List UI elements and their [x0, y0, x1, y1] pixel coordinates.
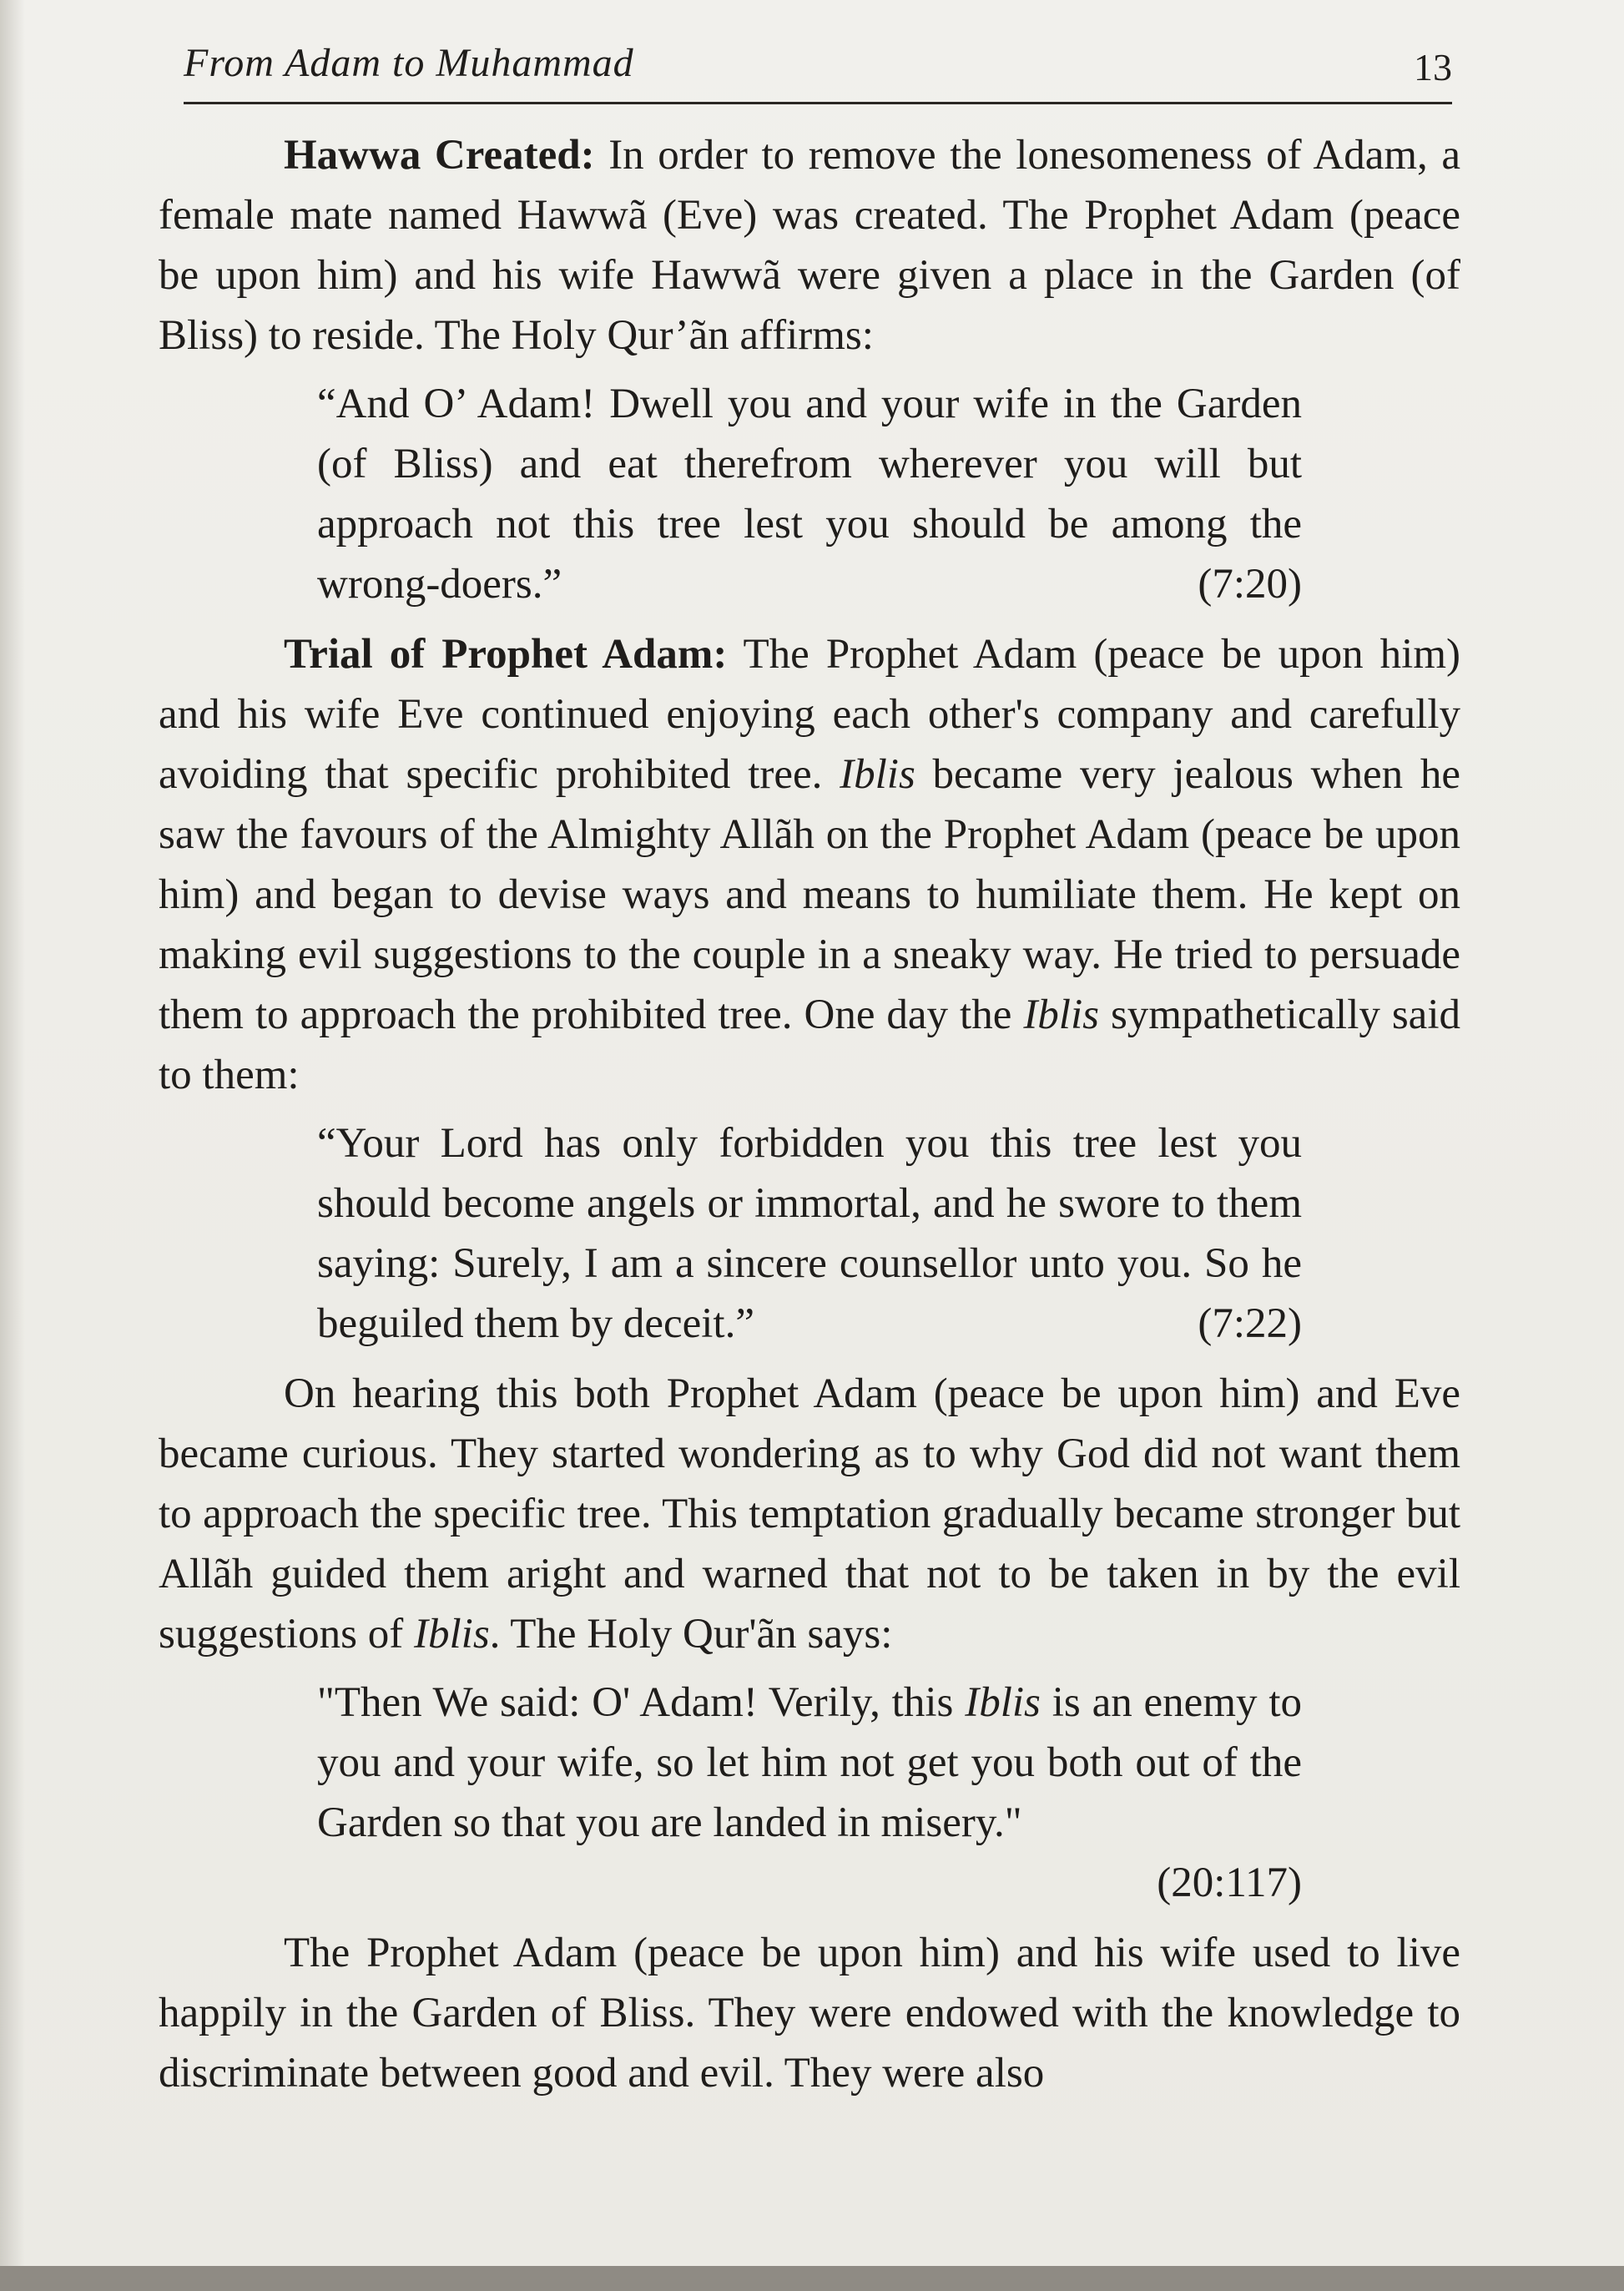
quran-quote [317, 1113, 1302, 1354]
paragraph-text: In order to remove the lonesomeness of Adam, a female mate named Hawwã (Eve) was created. The Prophet Adam (peace be upon him) and his wife Hawwã were given a place in the Garden (of Bliss) to reside. The Holy Qur’ãn affirms: [159, 132, 1461, 359]
quote-text: “And O’ Adam! Dwell you and your wife in the Garden (of Bliss) and eat therefrom wherever you will but approach not this tree lest you should be among the wrong-doers.” [317, 381, 1302, 608]
paragraph-text: . The Holy Qur'ãn says: [489, 1611, 893, 1658]
italic-term: Iblis [965, 1679, 1041, 1726]
paragraph-garden [159, 1923, 1460, 2103]
italic-term: Iblis [1023, 992, 1099, 1038]
italic-term: Iblis [840, 751, 915, 798]
verse-reference: (20:117) [1157, 1860, 1302, 1906]
quote-text: "Then We said: O' Adam! Verily, this [317, 1679, 966, 1726]
paragraph-text: became very jealous when he saw the favours of the Almighty Allãh on the Prophet Adam (peace be upon him) and began to devise ways and means to humiliate them. He kept on making evil suggestions to the couple in a sneaky way. He tried to persuade them to approach the prohibited tree. One day the [159, 751, 1460, 1038]
verse-reference: (7:20) [1198, 561, 1302, 608]
paragraph-text: On hearing this both Prophet Adam (peace be upon him) and Eve became curious. They started wondering as to why God did not want them to approach the specific tree. This temptation gradually became stronger but Allãh guided them aright and warned that not to be taken in by the evil suggestions of [159, 1370, 1460, 1658]
italic-term: Iblis [414, 1611, 490, 1658]
quran-quote [317, 374, 1302, 614]
page-body [159, 125, 1460, 2112]
paragraph-text: sympathetically said to them: [159, 992, 1460, 1098]
quran-quote [317, 1673, 1302, 1913]
section-heading: Hawwa Created: [284, 132, 595, 179]
quote-text: is an enemy to you and your wife, so let him not get you both out of the Garden so that you are landed in misery." [317, 1679, 1302, 1846]
quote-text: “Your Lord has only forbidden you this tree lest you should become angels or immortal, and he swore to them saying: Surely, I am a sincere counsellor unto you. So he beguiled them by deceit.” [317, 1120, 1302, 1347]
book-title: From Adam to Muhammad [184, 41, 634, 85]
paragraph-trial [159, 624, 1460, 1105]
paragraph-hawwa-created [159, 125, 1460, 366]
page-edge-shadow [0, 0, 25, 2291]
page-bottom-edge [0, 2266, 1624, 2291]
verse-reference: (7:22) [1198, 1300, 1302, 1347]
paragraph-curious [159, 1364, 1460, 1664]
running-header [184, 40, 1452, 107]
header-rule [184, 102, 1452, 104]
page-number: 13 [1414, 46, 1452, 88]
paragraph-text: The Prophet Adam (peace be upon him) and his wife Eve continued enjoying each other's company and carefully avoiding that specific prohibited tree. [159, 631, 1460, 798]
section-heading: Trial of Prophet Adam: [284, 631, 728, 678]
paragraph-text: The Prophet Adam (peace be upon him) and his wife used to live happily in the Garden of Bliss. They were endowed with the knowledge to discriminate between good and evil. They were also [159, 1930, 1460, 2097]
